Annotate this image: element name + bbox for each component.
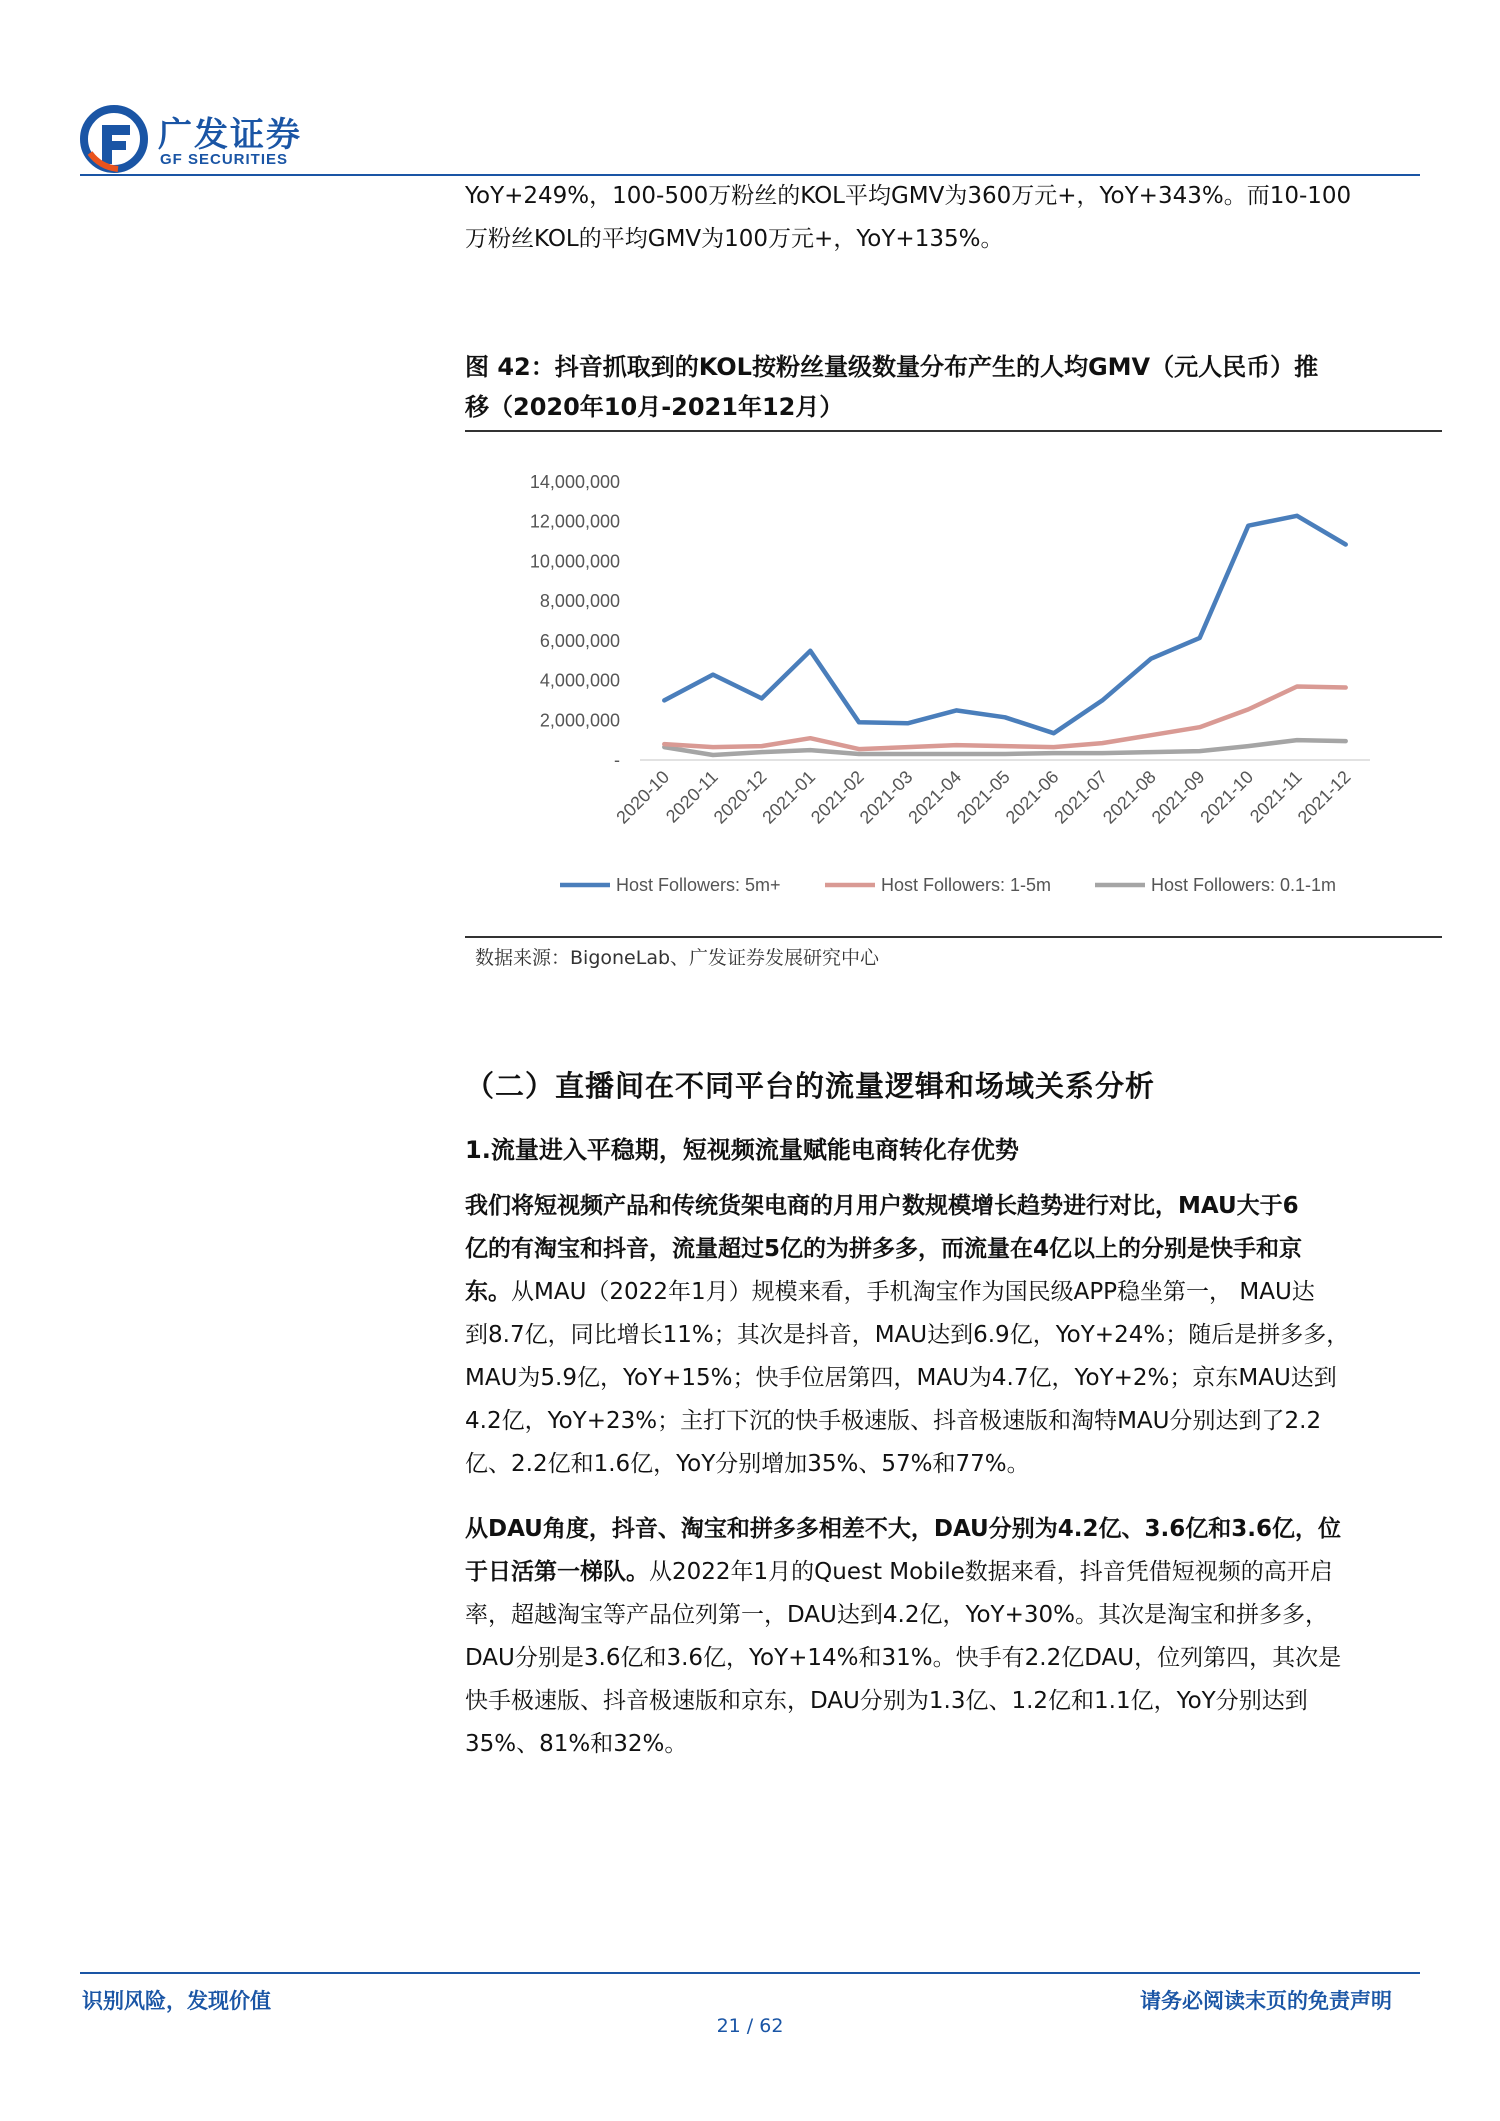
paragraph-line xyxy=(465,1508,1440,1551)
x-tick-label: 2021-10 xyxy=(1196,766,1258,828)
intro-paragraph xyxy=(465,175,1440,261)
intro-line: YoY+249%，100-500万粉丝的KOL平均GMV为360万元+，YoY+343%。而10-100 xyxy=(465,183,1352,209)
brand-logo xyxy=(80,105,320,175)
x-tick-label: 2021-01 xyxy=(758,766,820,828)
paragraph-line: 率，超越淘宝等产品位列第一，DAU达到4.2亿，YoY+30%。其次是淘宝和拼多多， xyxy=(465,1602,1328,1628)
section-subtitle: 1.流量进入平稳期，短视频流量赋能电商转化存优势 xyxy=(465,1136,1019,1164)
paragraph-line: 35%、81%和32%。 xyxy=(465,1731,688,1757)
footer-disclaimer-link[interactable]: 请务必阅读末页的免责声明 xyxy=(1140,1989,1392,2013)
gf-logo-icon xyxy=(80,105,148,173)
section-title: （二）直播间在不同平台的流量逻辑和场域关系分析 xyxy=(465,1069,1156,1103)
y-tick-label: 6,000,000 xyxy=(539,630,620,651)
figure-top-rule xyxy=(465,430,1442,432)
figure-bottom-rule xyxy=(465,936,1442,938)
page-number: 21 / 62 xyxy=(716,2015,784,2037)
figure-title-line: 图 42：抖音抓取到的KOL按粉丝量级数量分布产生的人均GMV（元人民币）推 xyxy=(465,353,1319,381)
paragraph-line: 快手极速版、抖音极速版和京东，DAU分别为1.3亿、1.2亿和1.1亿，YoY分别达到 xyxy=(465,1688,1308,1714)
legend-label: Host Followers: 5m+ xyxy=(616,875,781,895)
mau-paragraph xyxy=(465,1185,1440,1486)
x-tick-label: 2020-12 xyxy=(709,766,771,828)
paragraph-line xyxy=(465,1551,1440,1594)
y-tick-label: 8,000,000 xyxy=(539,591,620,612)
paragraph-line xyxy=(465,1228,1440,1271)
x-tick-label: 2021-05 xyxy=(952,766,1014,828)
x-tick-label: 2020-11 xyxy=(661,766,722,827)
paragraph-line xyxy=(465,1185,1440,1228)
figure-title-line: 移（2020年10月-2021年12月） xyxy=(465,393,844,421)
dau-paragraph xyxy=(465,1508,1440,1766)
y-tick-label: 14,000,000 xyxy=(529,472,620,492)
paragraph-line xyxy=(465,1271,1440,1314)
y-tick-label: 4,000,000 xyxy=(539,670,620,691)
x-tick-label: 2021-02 xyxy=(806,766,868,828)
x-tick-label: 2021-09 xyxy=(1147,766,1209,828)
figure-title xyxy=(465,347,1440,427)
y-tick-label: 2,000,000 xyxy=(539,710,620,731)
x-tick-label: 2020-10 xyxy=(612,766,674,828)
y-tick-label: 12,000,000 xyxy=(529,511,620,532)
brand-name-en: GF SECURITIES xyxy=(160,151,289,168)
brand-name-cn: 广发证券 xyxy=(158,115,302,155)
paragraph-line: MAU为5.9亿，YoY+15%；快手位居第四，MAU为4.7亿，YoY+2%；京东MAU达到 xyxy=(465,1365,1337,1391)
paragraph-line: DAU分别是3.6亿和3.6亿，YoY+14%和31%。快手有2.2亿DAU，位列第四，其次是 xyxy=(465,1645,1342,1671)
paragraph-line: 到8.7亿，同比增长11%；其次是抖音，MAU达到6.9亿，YoY+24%；随后是拼多多， xyxy=(465,1322,1350,1348)
bold-text: 我们将短视频产品和传统货架电商的月用户数规模增长趋势进行对比，MAU大于6 xyxy=(465,1193,1299,1219)
legend-label: Host Followers: 0.1-1m xyxy=(1151,875,1337,895)
body-text: 从2022年1月的Quest Mobile数据来看，抖音凭借短视频的高开启 xyxy=(649,1559,1333,1585)
x-tick-label: 2021-12 xyxy=(1293,766,1355,828)
bold-text: 亿的有淘宝和抖音，流量超过5亿的为拼多多，而流量在4亿以上的分别是快手和京 xyxy=(465,1236,1303,1262)
bold-text: 从DAU角度，抖音、淘宝和拼多多相差不大，DAU分别为4.2亿、3.6亿和3.6亿，位 xyxy=(465,1516,1341,1542)
x-tick-label: 2021-08 xyxy=(1098,766,1160,828)
x-tick-label: 2021-03 xyxy=(855,766,917,828)
x-tick-label: 2021-07 xyxy=(1050,766,1112,828)
x-tick-label: 2021-06 xyxy=(1001,766,1063,828)
intro-line: 万粉丝KOL的平均GMV为100万元+，YoY+135%。 xyxy=(465,226,1004,252)
figure-source: 数据来源：BigoneLab、广发证券发展研究中心 xyxy=(475,947,880,969)
bold-text: 东。 xyxy=(465,1279,511,1305)
footer-divider xyxy=(80,1972,1420,1974)
body-text: 从MAU（2022年1月）规模来看，手机淘宝作为国民级APP稳坐第一， MAU达 xyxy=(511,1279,1315,1305)
paragraph-line: 亿、2.2亿和1.6亿，YoY分别增加35%、57%和77%。 xyxy=(465,1451,1030,1477)
bold-text: 于日活第一梯队。 xyxy=(465,1559,649,1585)
y-tick-label: - xyxy=(614,750,620,770)
paragraph-line: 4.2亿，YoY+23%；主打下沉的快手极速版、抖音极速版和淘特MAU分别达到了2.2 xyxy=(465,1408,1322,1434)
footer-slogan: 识别风险，发现价值 xyxy=(82,1989,271,2013)
series-line xyxy=(664,516,1345,733)
x-tick-label: 2021-11 xyxy=(1245,766,1306,827)
x-tick-label: 2021-04 xyxy=(904,766,966,828)
gmv-line-chart xyxy=(465,450,1440,910)
legend-label: Host Followers: 1-5m xyxy=(881,875,1052,895)
y-tick-label: 10,000,000 xyxy=(529,551,620,572)
